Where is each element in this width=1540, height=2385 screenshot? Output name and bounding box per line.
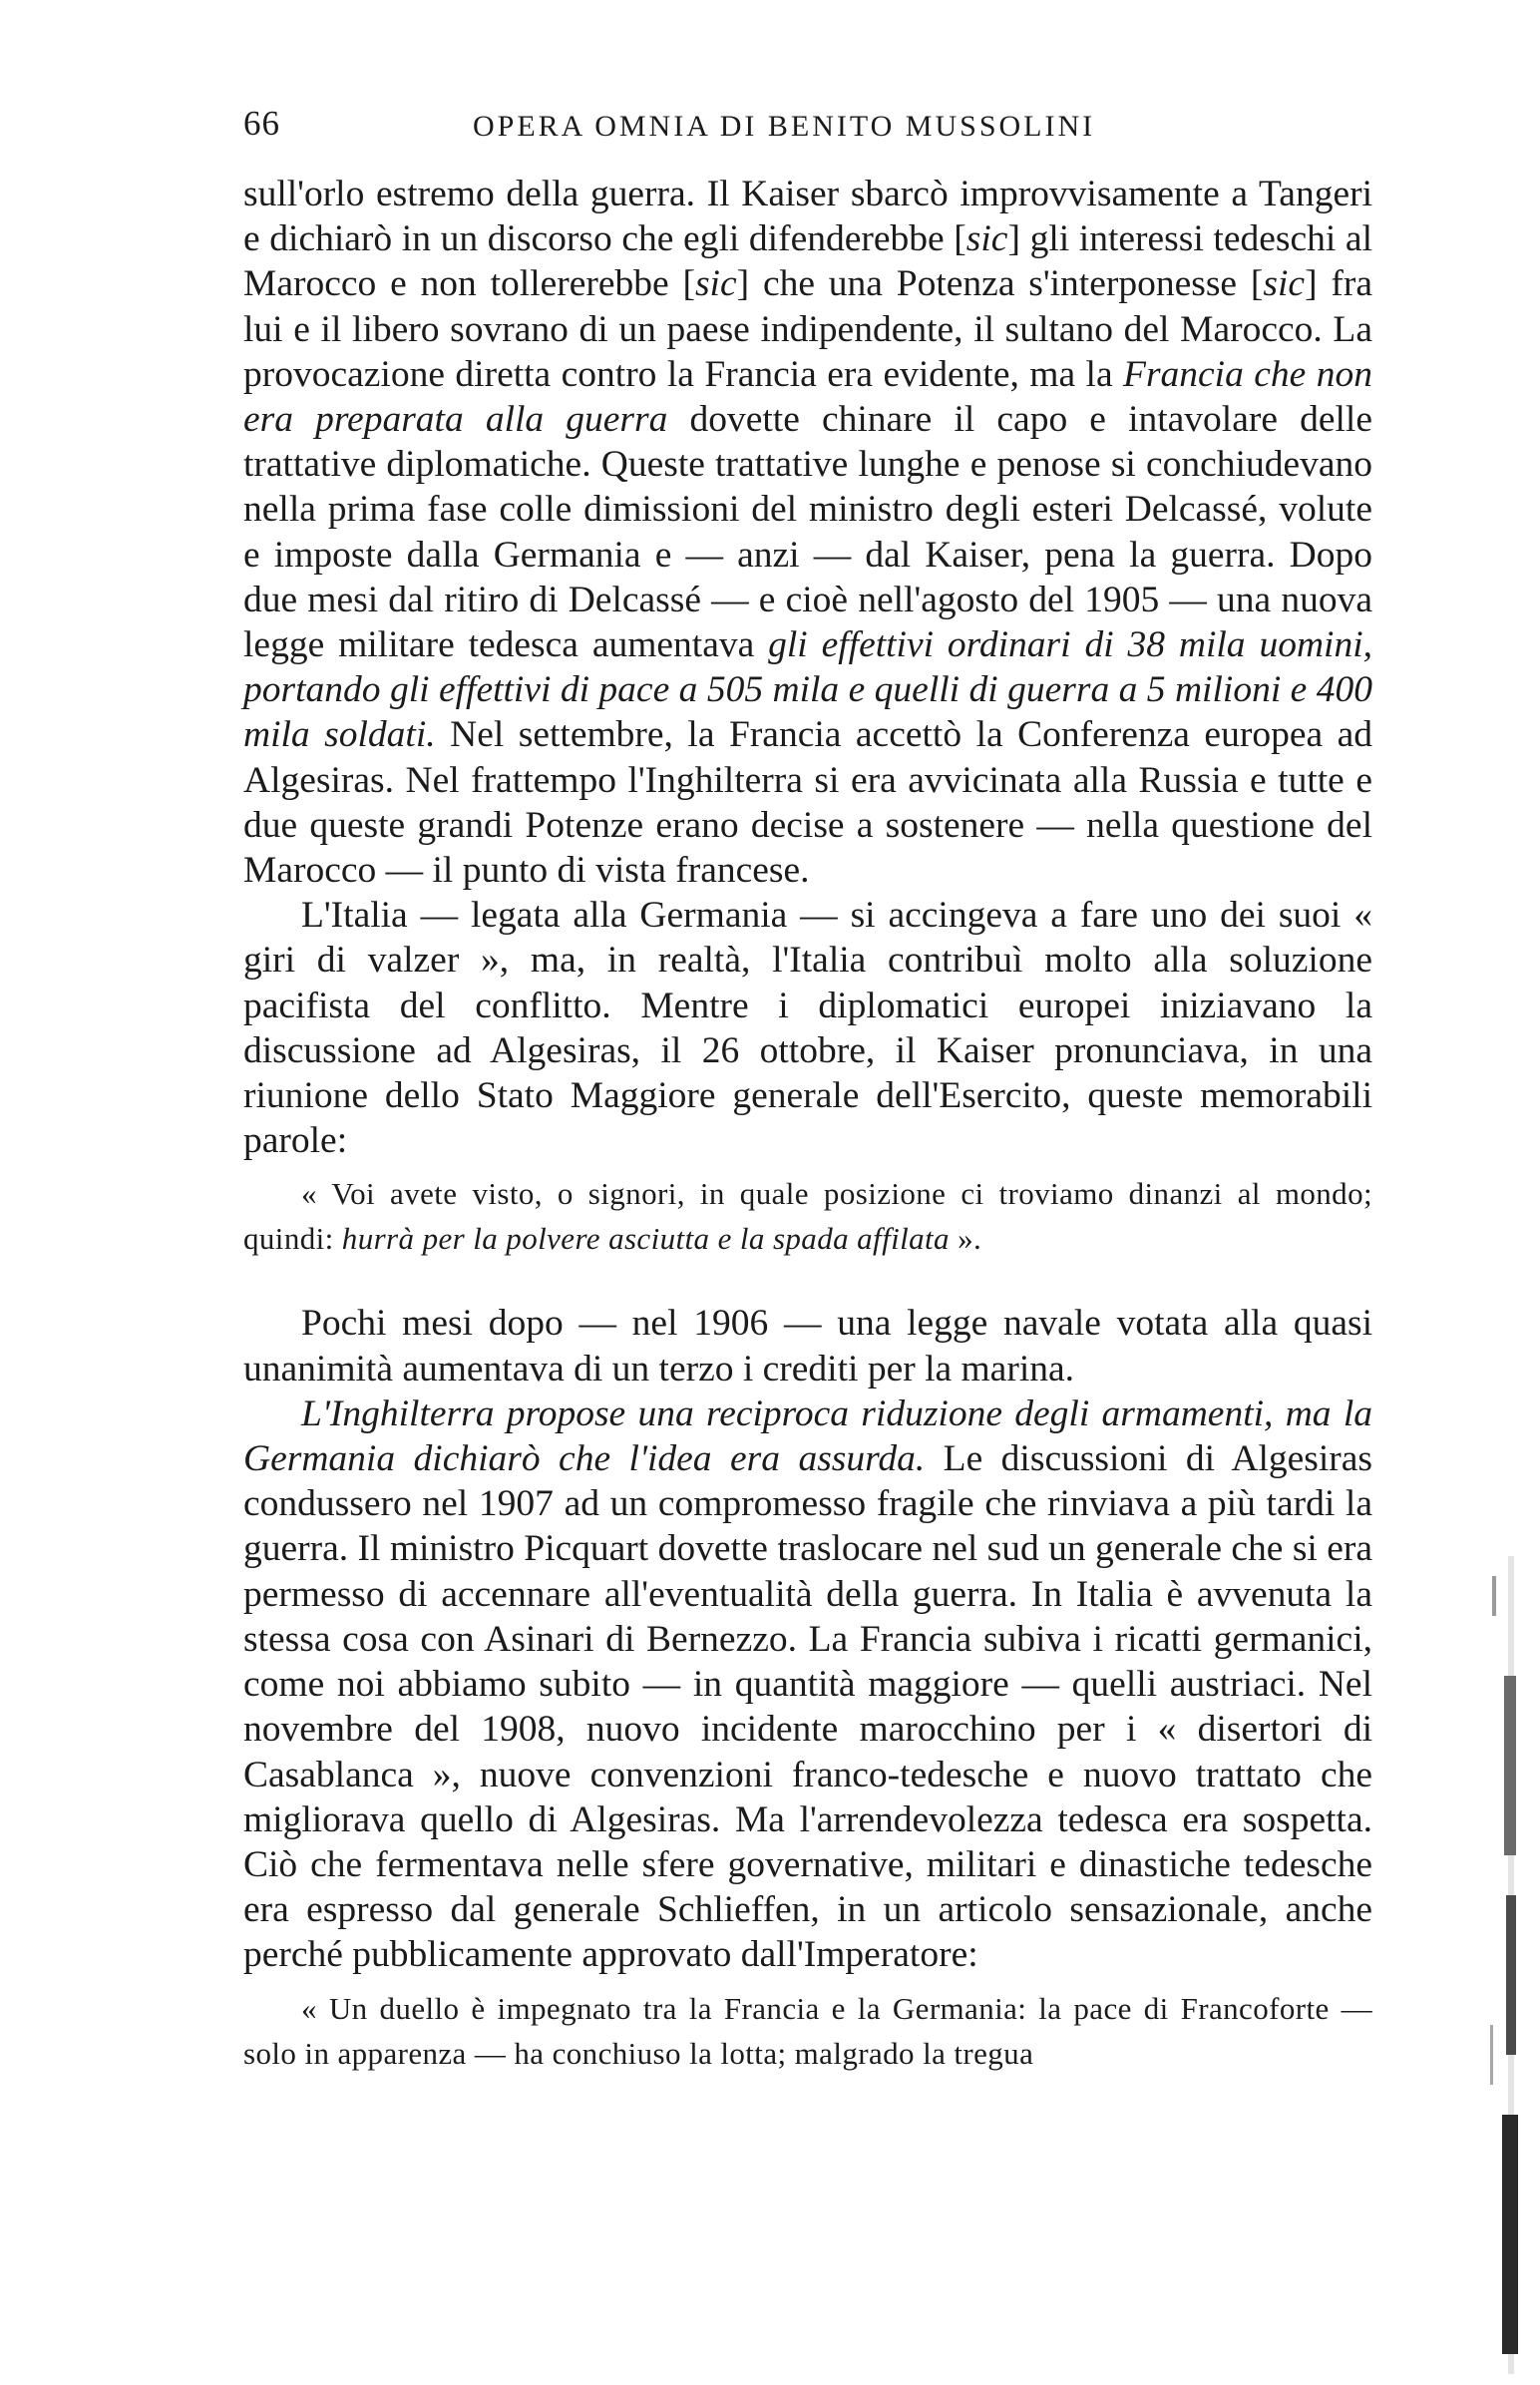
paragraph-1-text-d: ] fra lui e il libero sovrano di un paese indipendente, il sultano del Marocco. La provocazione diretta contro la Francia era evidente, ma la <box>243 263 1372 395</box>
scan-edge-artifact <box>1484 1556 1524 2374</box>
paragraph-4 <box>243 1391 1372 1978</box>
paragraph-1-text-b: ] gli interessi tedeschi al Marocco e non tollererebbe [ <box>243 218 1372 305</box>
sic-note-1: sic <box>965 218 1008 260</box>
body-text <box>243 172 1372 2076</box>
quote-1-text-a: « Voi avete visto, o signori, in quale posizione ci troviamo dinanzi al mondo; quindi: <box>243 1176 1372 1257</box>
paragraph-4-italic: L'Inghilterra propose una reciproca riduzione degli armamenti, ma la Germania dichiarò che l'idea era assurda. <box>243 1392 1372 1480</box>
sic-note-2: sic <box>694 263 737 305</box>
paragraph-1-text-a: sull'orlo estremo della guerra. Il Kaiser sbarcò improvvisamente a Tangeri e dichiarò in un discorso che egli difenderebbe [ <box>243 174 1372 260</box>
page-header <box>243 104 1400 164</box>
paragraph-2: L'Italia — legata alla Germania — si accingeva a fare uno dei suoi « giri di valzer », ma, in realtà, l'Italia contribuì molto alla soluzione pacifista del conflitto. Mentre i diplomatici europei iniziavano la discussione ad Algesiras, il 26 ottobre, il Kaiser pronunciava, in una riunione dello Stato Maggiore generale dell'Esercito, queste memorabili parole: <box>243 895 1372 1162</box>
paragraph-1-text-f: Nel settembre, la Francia accettò la Conferenza europea ad Algesiras. Nel frattempo l'Inghilterra si era avvicinata alla Russia e tutte e due queste grandi Potenze erano decise a sostenere — nella questione del Marocco — il punto di vista francese. <box>243 714 1372 892</box>
quote-1-italic: hurrà per la polvere asciutta e la spada affilata <box>341 1221 950 1257</box>
paragraph-1-text-c: ] che una Potenza s'interponesse [ <box>736 263 1264 305</box>
sic-note-3: sic <box>1263 263 1306 305</box>
paragraph-3: Pochi mesi dopo — nel 1906 — una legge navale votata alla quasi unanimità aumentava di un terzo i crediti per la marina. <box>243 1303 1372 1390</box>
paragraph-1 <box>243 172 1372 893</box>
paragraph-1-italic-2: gli effettivi ordinari di 38 mila uomini, portando gli effettivi di pace a 505 mila e quelli di guerra a 5 milioni e 400 mila soldati. <box>243 624 1372 756</box>
quote-1 <box>243 1171 1372 1261</box>
quote-2: « Un duello è impegnato tra la Francia e la Germania: la pace di Francoforte — solo in apparenza — ha conchiuso la lotta; malgrado la tregua <box>243 1990 1372 2071</box>
quote-1-text-b: ». <box>949 1221 982 1257</box>
paragraph-1-italic-1: Francia che non era preparata alla guerra <box>243 353 1372 441</box>
paragraph-1-text-e: dovette chinare il capo e intavolare delle trattative diplomatiche. Queste trattative lunghe e penose si conchiudevano nella prima fase colle dimissioni del ministro degli esteri Delcassé, volute e imposte dalla Germania e — anzi — dal Kaiser, pena la guerra. Dopo due mesi dal ritiro di Delcassé — e cioè nell'agosto del 1905 — una nuova legge militare tedesca aumentava <box>243 399 1372 666</box>
running-head: OPERA OMNIA DI BENITO MUSSOLINI <box>473 110 1096 143</box>
paragraph-4-text: Le discussioni di Algesiras condussero nel 1907 ad un compromesso fragile che rinviava a più tardi la guerra. Il ministro Picquart dovette traslocare nel sud un generale che si era permesso di accennare all'eventualità della guerra. In Italia è avvenuta la stessa cosa con Asinari di Bernezzo. La Francia subiva i ricatti germanici, come noi abbiamo subito — in quantità maggiore — quelli austriaci. Nel novembre del 1908, nuovo incidente marocchino per i « disertori di Casablanca », nuove convenzioni franco-tedesche e nuovo trattato che migliorava quello di Algesiras. Ma l'arrendevolezza tedesca era sospetta. Ciò che fermentava nelle sfere governative, militari e dinastiche tedesche era espresso dal generale Schlieffen, in un articolo sensazionale, anche perché pubblicamente approvato dall'Imperatore: <box>243 1438 1373 1976</box>
page-number: 66 <box>243 104 280 143</box>
